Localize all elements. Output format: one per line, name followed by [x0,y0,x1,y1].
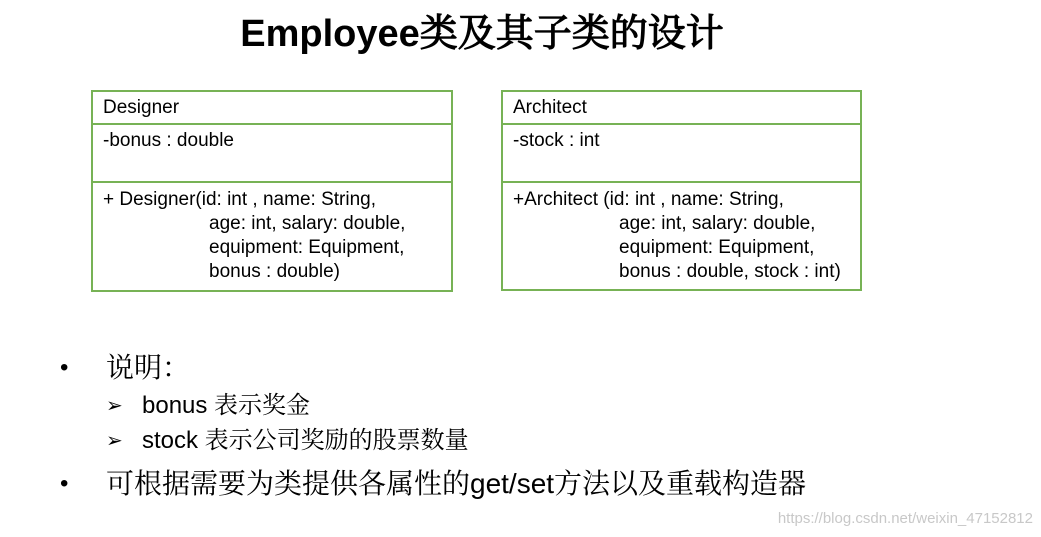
class-name: Designer [103,97,180,118]
arrow-bullet-icon: ➢ [106,430,123,452]
constructor-line: + Designer(id: int , name: String, [103,189,376,210]
attribute-bonus: -bonus : double [103,130,234,151]
class-box-designer [91,90,453,292]
note-getset: 可根据需要为类提供各属性的get/set方法以及重载构造器 [106,468,807,499]
note-stock: stock 表示公司奖励的股票数量 [142,427,469,454]
bullet-icon: • [60,470,69,497]
note-heading: 说明： [106,352,191,383]
arrow-bullet-icon: ➢ [106,395,123,417]
attribute-section [93,125,451,183]
class-name: Architect [513,97,587,118]
constructor-line: equipment: Equipment, [209,237,405,258]
attribute-stock: -stock : int [513,130,600,151]
constructor-line: bonus : double, stock : int) [619,261,841,282]
constructor-line: age: int, salary: double, [619,213,816,234]
note-bonus: bonus 表示奖金 [142,392,311,419]
page-title: Employee类及其子类的设计 [240,13,724,55]
constructor-line: +Architect (id: int , name: String, [513,189,784,210]
constructor-line: bonus : double) [209,261,340,282]
operation-section [503,183,860,284]
operation-section [93,183,451,284]
constructor-line: equipment: Equipment, [619,237,815,258]
constructor-line: age: int, salary: double, [209,213,406,234]
attribute-section [503,125,860,183]
bullet-icon: • [60,354,69,381]
class-name-section [93,92,451,125]
watermark: https://blog.csdn.net/weixin_47152812 [777,510,1033,527]
class-box-architect [501,90,862,291]
class-name-section [503,92,860,125]
